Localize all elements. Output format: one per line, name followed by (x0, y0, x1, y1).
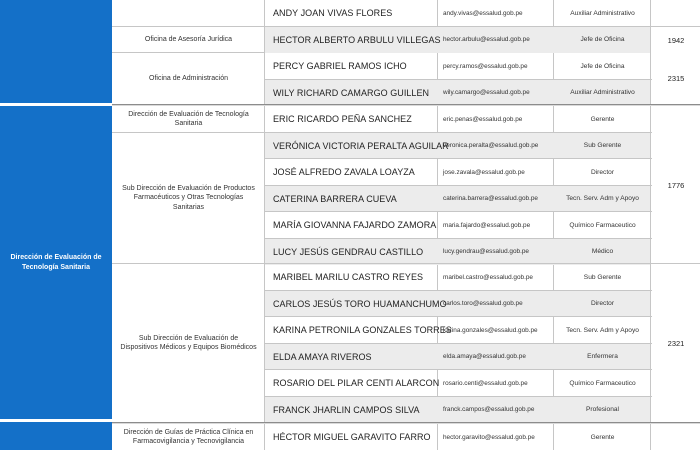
table-row (265, 291, 650, 318)
staff-role: Sub Gerente (583, 142, 622, 150)
table-row (265, 186, 650, 213)
directorate-cell-top (0, 0, 112, 103)
staff-role: Auxiliar Administrativo (570, 9, 635, 17)
table-row (265, 80, 650, 107)
table-row (265, 317, 650, 344)
staff-name: ELDA AMAYA RIVEROS (273, 351, 372, 362)
staff-role: Director (590, 300, 615, 308)
row-divider (264, 238, 652, 239)
staff-name: JOSÉ ALFREDO ZAVALA LOAYZA (273, 167, 415, 178)
staff-name: MARÍA GIOVANNA FAJARDO ZAMORA (273, 220, 437, 231)
table-row (265, 370, 650, 397)
office-divider (112, 26, 264, 27)
row-divider (264, 158, 652, 159)
staff-email[interactable]: karina.gonzales@essalud.gob.pe (443, 326, 538, 334)
staff-email[interactable]: carlos.toro@essalud.gob.pe (443, 300, 523, 308)
staff-role: Profesional (586, 406, 619, 414)
staff-role: Químico Farmaceutico (569, 221, 636, 229)
staff-email[interactable]: eric.penas@essalud.gob.pe (443, 115, 523, 123)
office-divider (112, 52, 264, 53)
table-row (265, 53, 650, 80)
table-row (265, 344, 650, 371)
staff-role: Enfermera (587, 353, 618, 361)
staff-email[interactable]: percy.ramos@essalud.gob.pe (443, 62, 528, 70)
office-cell-asesoria: Oficina de Asesoría Jurídica (144, 35, 233, 43)
staff-email[interactable]: rosario.centi@essalud.gob.pe (443, 379, 528, 387)
staff-email[interactable]: andy.vivas@essalud.gob.pe (443, 9, 523, 17)
staff-name: HÉCTOR MIGUEL GARAVITO FARRO (273, 432, 431, 443)
row-divider (264, 185, 652, 186)
table-row (265, 212, 650, 239)
staff-email[interactable]: lucy.gendrau@essalud.gob.pe (443, 248, 529, 256)
staff-name: ANDY JOAN VIVAS FLORES (273, 8, 393, 19)
staff-role: Gerente (590, 433, 615, 441)
staff-role: Auxiliar Administrativo (570, 89, 635, 97)
staff-role: Tecn. Serv. Adm y Apoyo (566, 326, 639, 334)
table-row (265, 424, 650, 451)
row-divider (264, 79, 652, 80)
staff-name: MARIBEL MARILU CASTRO REYES (273, 272, 424, 283)
table-row (265, 397, 650, 424)
staff-email[interactable]: elda.amaya@essalud.gob.pe (443, 353, 526, 361)
staff-name: CARLOS JESÚS TORO HUAMANCHUMO (273, 298, 447, 309)
staff-email[interactable]: maria.fajardo@essalud.gob.pe (443, 221, 531, 229)
office-cell-direccion-ets: Dirección de Evaluación de Tecnología Sanitaria (128, 110, 249, 127)
staff-role: Gerente (590, 115, 615, 123)
staff-email[interactable]: caterina.barrera@essalud.gob.pe (443, 195, 538, 203)
extension-cell: 1942 (667, 35, 685, 45)
staff-email[interactable]: franck.campos@essalud.gob.pe (443, 406, 535, 414)
row-divider (264, 26, 700, 27)
staff-role: Jefe de Oficina (580, 62, 625, 70)
extension-cell: 1776 (667, 180, 685, 190)
directorate-label: Dirección de Evaluación de Tecnología Sanitaria (10, 254, 102, 271)
office-cell (114, 0, 263, 26)
staff-email[interactable]: maribel.castro@essalud.gob.pe (443, 273, 533, 281)
staff-name: PERCY GABRIEL RAMOS ICHO (273, 61, 407, 72)
staff-email[interactable]: hector.garavito@essalud.gob.pe (443, 433, 535, 441)
staff-name: HECTOR ALBERTO ARBULU VILLEGAS (273, 34, 441, 45)
row-divider (264, 369, 652, 370)
section-divider (112, 105, 700, 106)
staff-name: KARINA PETRONILA GONZALES TORRES (273, 325, 452, 336)
table-row (265, 239, 650, 266)
row-divider (264, 211, 652, 212)
office-cell-guias: Dirección de Guías de Práctica Clínica en Farmacovigilancia y Tecnovigilancia (123, 428, 254, 445)
office-cell-dispositivos: Sub Dirección de Evaluación de Dispositivos Médicos y Equipos Biomédicos (120, 334, 257, 351)
row-divider (264, 263, 700, 264)
office-cell-administracion: Oficina de Administración (149, 74, 228, 82)
staff-name: LUCY JESÚS GENDRAU CASTILLO (273, 246, 424, 257)
table-row (265, 264, 650, 291)
extension-cell: 2321 (667, 338, 685, 348)
row-divider (264, 343, 652, 344)
table-row (265, 159, 650, 186)
staff-name: CATERINA BARRERA CUEVA (273, 193, 397, 204)
table-row (265, 0, 650, 27)
row-divider (264, 316, 652, 317)
staff-role: Químico Farmaceutico (569, 379, 636, 387)
staff-email[interactable]: hector.arbulu@essalud.gob.pe (443, 36, 530, 44)
row-divider (264, 290, 652, 291)
staff-email[interactable]: wily.camargo@essalud.gob.pe (443, 89, 530, 97)
directorate-cell-bottom (0, 422, 112, 450)
directorate-cell-evaluacion (0, 106, 112, 419)
staff-name: ROSARIO DEL PILAR CENTI ALARCON (273, 378, 440, 389)
staff-name: VERÓNICA VICTORIA PERALTA AGUILAR (273, 140, 449, 151)
table-row (265, 106, 650, 133)
row-divider (264, 132, 652, 133)
staff-name: WILY RICHARD CAMARGO GUILLEN (273, 87, 430, 98)
staff-role: Director (590, 168, 615, 176)
staff-email[interactable]: veronica.peralta@essalud.gob.pe (443, 142, 539, 150)
office-divider (112, 132, 264, 133)
staff-name: FRANCK JHARLIN CAMPOS SILVA (273, 404, 420, 415)
staff-role: Jefe de Oficina (580, 36, 625, 44)
extension-cell: 2315 (667, 74, 685, 83)
row-divider (264, 396, 652, 397)
office-cell-productos: Sub Dirección de Evaluación de Productos Farmacéuticos y Otras Tecnologías Sanitarias (122, 184, 255, 211)
section-divider (112, 423, 700, 424)
table-row (265, 27, 650, 54)
column-separator (650, 0, 651, 450)
staff-role: Sub Gerente (583, 273, 622, 281)
staff-role: Tecn. Serv. Adm y Apoyo (566, 195, 639, 203)
staff-role: Médico (591, 248, 614, 256)
staff-email[interactable]: jose.zavala@essalud.gob.pe (443, 168, 525, 176)
table-row (265, 133, 650, 160)
staff-name: ERIC RICARDO PEÑA SANCHEZ (273, 114, 412, 125)
office-divider (112, 263, 264, 264)
